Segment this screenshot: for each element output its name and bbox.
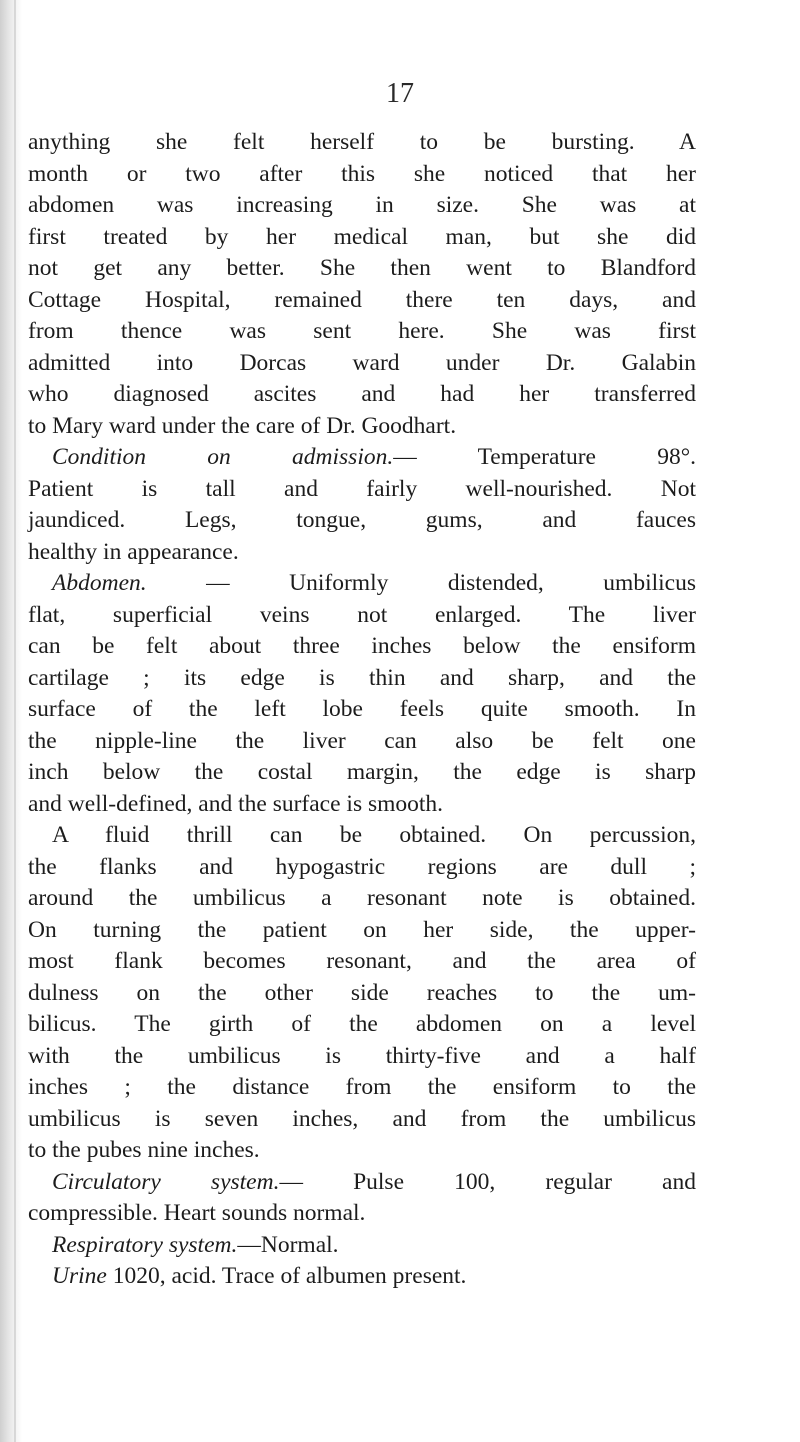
line-text: who diagnosed ascites and had her transferred [28, 381, 696, 407]
line-text: to the pubes nine inches. [28, 1137, 260, 1163]
text-line [28, 1072, 696, 1104]
text-line [28, 757, 696, 789]
text-line [28, 190, 696, 222]
line-text: inches ; the distance from the ensiform to the [28, 1074, 696, 1100]
line-text: jaundiced. Legs, tongue, gums, and fauces [28, 507, 696, 533]
section-heading-respiratory: Respiratory system. [52, 1231, 238, 1258]
line-text: anything she felt herself to be bursting. A [28, 129, 696, 155]
text-line [28, 411, 696, 443]
line-text: not get any better. She then went to Blandford [28, 255, 696, 281]
line-text: A fluid thrill can be obtained. On percussion, [52, 822, 696, 848]
line-text: On turning the patient on her side, the upper- [28, 916, 696, 943]
section-line-circulatory [28, 1167, 696, 1199]
line-text: —Normal. [237, 1231, 339, 1258]
line-text: — Uniformly distended, umbilicus [146, 570, 696, 596]
line-text: with the umbilicus is thirty-five and a half [28, 1042, 696, 1069]
body-text [28, 127, 696, 1293]
section-heading-condition: Condition on admission. [52, 444, 394, 470]
line-text: healthy in appearance. [28, 538, 239, 565]
line-text: bilicus. The girth of the abdomen on a level [28, 1011, 696, 1037]
text-line [28, 1135, 696, 1167]
line-text: first treated by her medical man, but she did [28, 223, 696, 250]
line-text: flat, superficial veins not enlarged. The liver [28, 601, 696, 628]
text-line [28, 1041, 696, 1073]
page-gutter-shadow [0, 0, 22, 1442]
text-line [28, 600, 696, 632]
text-line [28, 726, 696, 758]
text-line [28, 1104, 696, 1136]
line-text: umbilicus is seven inches, and from the umbilicus [28, 1105, 696, 1132]
line-text: compressible. Heart sounds normal. [28, 1200, 366, 1226]
binding-edge [14, 0, 16, 1442]
line-text: surface of the left lobe feels quite smooth. In [28, 696, 696, 722]
line-text: the nipple-line the liver can also be felt one [28, 727, 696, 754]
line-text: admitted into Dorcas ward under Dr. Galabin [28, 349, 696, 376]
line-text: abdomen was increasing in size. She was at [28, 192, 696, 218]
section-line-respiratory [28, 1230, 696, 1262]
section-heading-circulatory: Circulatory system. [52, 1168, 280, 1195]
section-line-condition [28, 442, 696, 474]
line-text: dulness on the other side reaches to the um- [28, 979, 696, 1006]
text-line [28, 285, 696, 317]
text-line [28, 915, 696, 947]
section-heading-urine: Urine [52, 1263, 107, 1289]
line-text: 1020, acid. Trace of albumen present. [106, 1263, 467, 1289]
text-line [28, 946, 696, 978]
line-text: to Mary ward under the care of Dr. Goodhart. [28, 412, 457, 439]
text-line [28, 789, 696, 821]
text-line [28, 852, 696, 884]
line-text: from thence was sent here. She was first [28, 318, 696, 344]
text-line [28, 1198, 696, 1230]
line-text: can be felt about three inches below the ensiform [28, 633, 696, 659]
line-text: around the umbilicus a resonant note is obtained. [28, 885, 696, 911]
section-line-urine [28, 1261, 696, 1293]
text-line [28, 253, 696, 285]
section-line-abdomen [28, 568, 696, 600]
line-text: Patient is tall and fairly well-nourished. Not [28, 475, 696, 502]
text-line [28, 1009, 696, 1041]
text-line [28, 316, 696, 348]
section-heading-abdomen: Abdomen. [52, 570, 147, 596]
text-line [28, 127, 696, 159]
text-line [28, 820, 696, 852]
text-line [28, 883, 696, 915]
line-text: and well-defined, and the surface is smooth. [28, 790, 444, 817]
text-line [28, 694, 696, 726]
line-text: — Pulse 100, regular and [279, 1168, 696, 1195]
text-line [28, 379, 696, 411]
text-line [28, 978, 696, 1010]
line-text: the flanks and hypogastric regions are dull ; [28, 853, 696, 880]
text-line [28, 222, 696, 254]
line-text: — Temperature 98°. [393, 444, 696, 470]
line-text: inch below the costal margin, the edge is sharp [28, 759, 696, 785]
text-line [28, 631, 696, 663]
text-line [28, 537, 696, 569]
text-line [28, 474, 696, 506]
line-text: Cottage Hospital, remained there ten days, and [28, 286, 696, 313]
text-line [28, 159, 696, 191]
line-text: cartilage ; its edge is thin and sharp, and the [28, 664, 696, 691]
line-text: month or two after this she noticed that her [28, 160, 696, 187]
text-line [28, 663, 696, 695]
text-line [28, 505, 696, 537]
page-number: 17 [386, 78, 414, 109]
text-line [28, 348, 696, 380]
line-text: most flank becomes resonant, and the area of [28, 948, 696, 974]
